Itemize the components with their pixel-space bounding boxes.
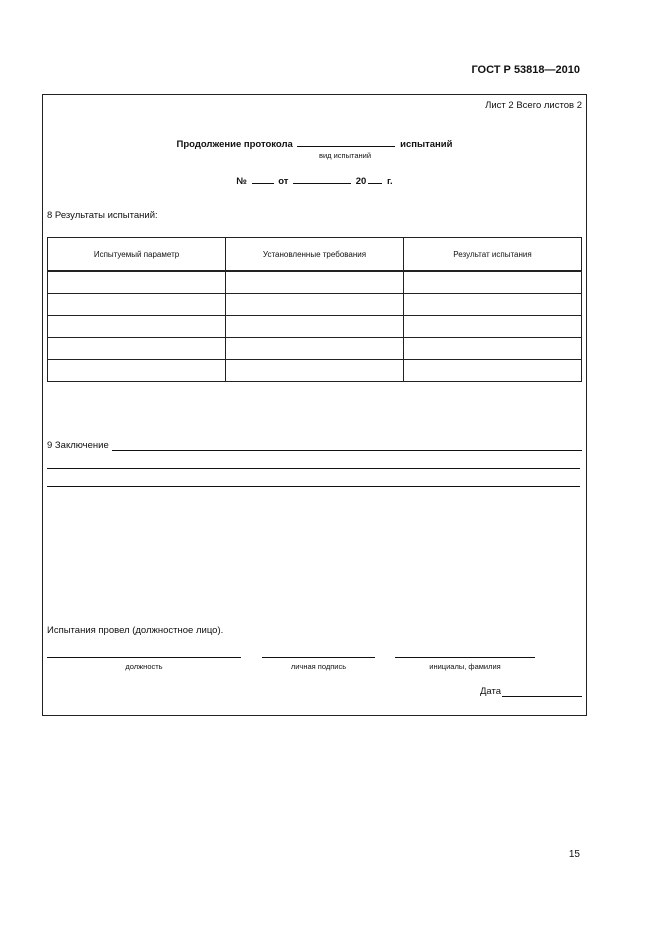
sheet-info: Лист 2 Всего листов 2 [485,100,582,111]
table-cell [48,271,226,294]
table-row [48,338,582,360]
date-field [420,686,582,697]
table-cell [404,316,582,338]
protocol-title-prefix: Продолжение протокола [176,139,293,150]
year-suffix: г. [386,176,393,187]
column-header-requirements: Установленные требования [226,238,404,272]
section-9-conclusion [47,440,582,451]
column-header-parameter: Испытуемый параметр [48,238,226,272]
conclusion-line [47,468,580,469]
table-row [48,360,582,382]
year-blank [368,174,382,184]
protocol-form-frame [42,94,587,716]
table-cell [48,360,226,382]
from-word: от [278,176,289,187]
protocol-title [42,137,587,150]
table-cell [226,360,404,382]
table-row [48,271,582,294]
protocol-number-blank [252,174,274,184]
standard-number: ГОСТ Р 53818—2010 [471,64,580,76]
page-number: 15 [568,849,580,860]
column-header-result: Результат испытания [404,238,582,272]
table-cell [404,360,582,382]
tested-by-label: Испытания провел (должностное лицо). [47,625,224,636]
protocol-title-suffix: испытаний [400,139,453,150]
protocol-number-line [42,174,587,187]
section-8-title: 8 Результаты испытаний: [47,210,158,221]
table-cell [48,338,226,360]
year-prefix: 20 [355,176,367,187]
position-line [47,657,241,658]
table-row [48,316,582,338]
signature-line [262,657,375,658]
table-cell [226,294,404,316]
protocol-date-blank [293,174,351,184]
number-sign: № [236,176,247,187]
conclusion-line [47,486,580,487]
test-type-blank [297,137,395,147]
table-cell [48,294,226,316]
table-cell [404,338,582,360]
table-cell [404,271,582,294]
table-cell [226,316,404,338]
table-cell [48,316,226,338]
date-line [502,687,582,697]
table-cell [404,294,582,316]
initials-line [395,657,535,658]
section-9-title: 9 Заключение [47,440,109,451]
results-table-header [48,238,582,272]
results-table [47,237,582,382]
test-type-caption: вид испытаний [318,151,372,160]
conclusion-line [112,441,582,451]
position-caption: должность [125,662,163,671]
table-row [48,294,582,316]
table-cell [226,338,404,360]
initials-caption: инициалы, фамилия [429,662,501,671]
date-label: Дата [480,686,502,697]
signature-caption: личная подпись [290,662,347,671]
table-cell [226,271,404,294]
